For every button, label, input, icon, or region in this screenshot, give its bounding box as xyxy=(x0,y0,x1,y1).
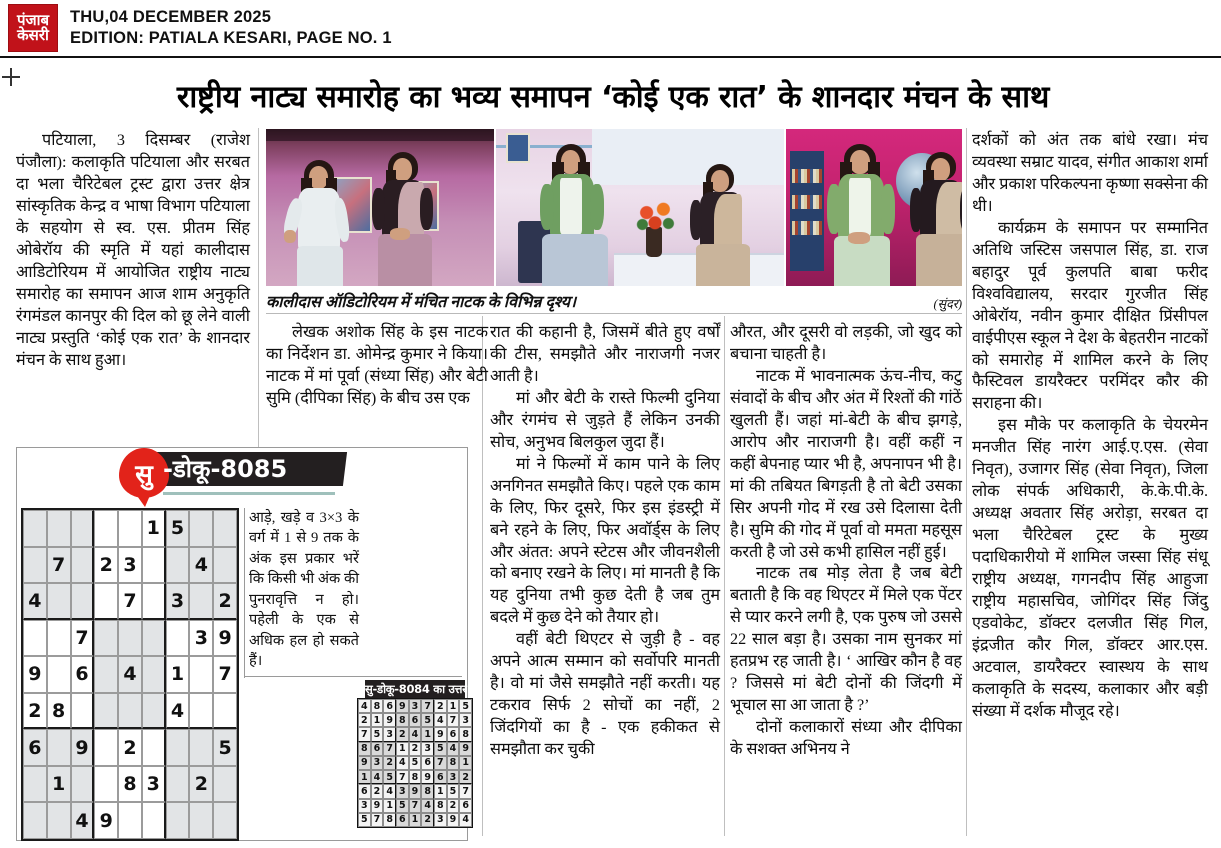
column-divider-4 xyxy=(966,128,967,836)
sudoku-cell-r2c2[interactable]: 7 xyxy=(47,547,71,584)
paragraph: नाटक में भावनात्मक ऊंच-नीच, कटु संवादों के बीच और अंत में रिश्तों की गांठें खुलती हैं। जहां मां-बेटी के बीच झगड़े, आरोप और नाराजगी है। वहीं कहीं न कहीं बेपनाह प्यार भी है, अपनापन भी है। मां की तबियत बिगड़ती है तो बेटी उसका सिर अपनी गोद में रख उसे दिलासा देती है। सुमि की गोद में पूर्वा वो ममता महसूस करती है जो उसे कभी हासिल नहीं हुई। xyxy=(730,366,962,561)
sudoku-inner-divider xyxy=(244,508,245,678)
sudoku-answer-cell-r3c3: 3 xyxy=(383,727,396,741)
paragraph: पटियाला, 3 दिसम्बर (राजेश पंजौला): कलाकृति पटियाला और सरबत दा भला चैरिटेबल ट्रस्ट द्वारा उत्तर क्षेत्र सांस्कृतिक केन्द्र व भाषा विभाग पटियाला के सहयोग से स्व. एस. प्रीतम सिंह ओबेरॉय की स्मृति में यहां कालीदास आडिटोरियम में आयोजित राष्ट्रीय नाट्य समारोह का समापन आज शाम अनुकृति रंगमंडल कानपुर की दिल को छू लेने वाली नाट्य प्रस्तुति ‘कोई एक रात’ के शानदार मंचन के साथ हुआ। xyxy=(16,131,250,369)
paragraph: रात की कहानी है, जिसमें बीते हुए वर्षों की टीस, समझौते और नाराजगी नजर आती है। xyxy=(490,323,720,385)
sudoku-banner xyxy=(101,446,341,488)
sudoku-answer-cell-r6c6: 9 xyxy=(421,770,434,784)
sudoku-answer-cell-r2c1: 2 xyxy=(358,713,371,727)
sudoku-answer-cell-r6c8: 3 xyxy=(447,770,460,784)
sudoku-cell-r4c2[interactable] xyxy=(47,620,71,657)
sudoku-cell-r2c3[interactable] xyxy=(71,547,95,584)
article-photo xyxy=(266,129,962,286)
sudoku-answer-cell-r6c1: 1 xyxy=(358,770,371,784)
paragraph: कार्यक्रम के समापन पर सम्मानित अतिथि जस्टिस जसपाल सिंह, डा. राज बहादुर पूर्व कुलपति बाबा फरीद विश्वविद्यालय, सरदार गुरजीत सिंह ओबेरॉय, नवीन कुमार दीक्षित प्रिंसीपल वाईपीएस स्कूल ने देश के बेहतरीन नाटकों को समारोह में शामिल करने के लिए फैस्टिवल डायरैक्टर परमिंदर कौर की सराहना की। xyxy=(972,218,1208,413)
sudoku-answer-cell-r9c8: 9 xyxy=(447,813,460,827)
paragraph: मां और बेटी के रास्ते फिल्मी दुनिया और रंगमंच से जुड़ते हैं लेकिन उनकी सोच, अनुभव बिलकुल जुदा हैं। xyxy=(490,388,720,451)
sudoku-answer-cell-r2c4: 8 xyxy=(396,713,409,727)
article-column-2 xyxy=(266,322,488,410)
sudoku-answer-cell-r8c5: 7 xyxy=(409,799,422,813)
sudoku-cell-r5c8[interactable] xyxy=(189,656,213,693)
sudoku-cell-r4c3[interactable]: 7 xyxy=(71,620,95,657)
sudoku-cell-r9c3[interactable]: 4 xyxy=(71,802,95,839)
sudoku-cell-r9c6[interactable] xyxy=(142,802,166,839)
sudoku-cell-r3c2[interactable] xyxy=(47,583,71,620)
sudoku-cell-r8c6[interactable]: 3 xyxy=(142,766,166,803)
photo-pane-3 xyxy=(786,129,962,286)
sudoku-answer-cell-r1c2: 8 xyxy=(371,699,384,713)
sudoku-cell-r2c5[interactable]: 3 xyxy=(118,547,142,584)
sudoku-cell-r6c8[interactable] xyxy=(189,693,213,730)
sudoku-answer-cell-r3c8: 6 xyxy=(447,727,460,741)
sudoku-cell-r6c3[interactable] xyxy=(71,693,95,730)
sudoku-answer-cell-r5c2: 3 xyxy=(371,756,384,770)
sudoku-answer-cell-r3c4: 2 xyxy=(396,727,409,741)
sudoku-cell-r1c1[interactable] xyxy=(23,510,47,547)
sudoku-cell-r4c7[interactable] xyxy=(166,620,190,657)
sudoku-answer-cell-r2c2: 1 xyxy=(371,713,384,727)
sudoku-cell-r8c7[interactable] xyxy=(166,766,190,803)
sudoku-cell-r3c5[interactable]: 7 xyxy=(118,583,142,620)
sudoku-answer-cell-r2c3: 9 xyxy=(383,713,396,727)
sudoku-cell-r8c2[interactable]: 1 xyxy=(47,766,71,803)
sudoku-answer-cell-r4c1: 8 xyxy=(358,742,371,756)
sudoku-answer-cell-r5c5: 5 xyxy=(409,756,422,770)
sudoku-cell-r5c2[interactable] xyxy=(47,656,71,693)
sudoku-answer-cell-r1c8: 1 xyxy=(447,699,460,713)
sudoku-cell-r3c4[interactable] xyxy=(94,583,118,620)
sudoku-cell-r7c9[interactable]: 5 xyxy=(213,729,237,766)
paragraph: इस मौके पर कलाकृति के चेयरमेन मनजीत सिंह नारंग आई.ए.एस. (सेवा निवृत), उजागर सिंह (सेवा निवृत), जिला लोक संपर्क अधिकारी, के.के.पी.के. अध्यक्ष अवतार सिंह अरोड़ा, सरबत दा भला चैरिटेबल ट्रस्ट के मुख्य पदाधिकारीयो में शामिल जस्सा सिंह संधू राष्ट्रीय अध्यक्ष, गगनदीप सिंह आहुजा राष्ट्रीय महासचिव, जोगिंदर सिंह जिंदु एडवोकेट, डॉक्टर दलजीत सिंह गिल, इंद्रजीत कौर गिल, डॉक्टर आर.एस. अटवाल, डायरैक्टर स्वास्थय के साथ कलाकृति के सदस्य, कलाकार और बड़ी संख्या में दर्शक मौजूद रहे। xyxy=(972,416,1208,720)
sudoku-answer-cell-r2c9: 3 xyxy=(459,713,472,727)
sudoku-answer-cell-r4c9: 9 xyxy=(459,742,472,756)
sudoku-brand-letter: सु xyxy=(135,460,153,490)
sudoku-cell-r6c1[interactable]: 2 xyxy=(23,693,47,730)
sudoku-answer-cell-r9c3: 8 xyxy=(383,813,396,827)
paragraph: दर्शकों को अंत तक बांधे रखा। मंच व्यवस्था सम्राट यादव, संगीत आकाश शर्मा और प्रकाश परिकल्पना कृष्णा सक्सेना की थी। xyxy=(972,131,1208,215)
paragraph: मां ने फिल्मों में काम पाने के लिए अनगिनत समझौते किए। पहले एक काम के लिए, फिर दूसरे, फिर इस इंडस्ट्री में बने रहने के लिए, फिर अवॉर्ड्स के लिए और अंतत: अपने स्टेटस और जीवनशैली को बनाए रखने के लिए। मां मानती है कि यह दुनिया तभी कुछ देती है जब तुम बदले में कुछ देने को तैयार हो। xyxy=(490,454,720,627)
sudoku-answer-cell-r6c3: 5 xyxy=(383,770,396,784)
sudoku-cell-r5c6[interactable] xyxy=(142,656,166,693)
sudoku-cell-r4c8[interactable]: 3 xyxy=(189,620,213,657)
sudoku-cell-r8c9[interactable] xyxy=(213,766,237,803)
logo-line-1: पंजाब xyxy=(16,11,50,29)
sudoku-answer-cell-r9c4: 6 xyxy=(396,813,409,827)
sudoku-cell-r7c8[interactable] xyxy=(189,729,213,766)
photo-caption xyxy=(266,290,962,312)
sudoku-cell-r1c2[interactable] xyxy=(47,510,71,547)
caption-text: कालीदास ऑडिटोरियम में मंचित नाटक के विभिन्न दृश्य। xyxy=(266,294,577,311)
sudoku-cell-r3c6[interactable] xyxy=(142,583,166,620)
sudoku-answer-cell-r5c1: 9 xyxy=(358,756,371,770)
paragraph: वहीं बेटी थिएटर से जुड़ी है - वह अपने आत्म सम्मान को सर्वोपरि मानती है। वो मां जैसे समझौते नहीं करती। यह टकराव सिर्फ 2 सोचों का नहीं, 2 जिंदगियों का है - एक हकीकत से समझौता कर चुकी xyxy=(490,630,720,759)
masthead-date: THU,04 DECEMBER 2025 xyxy=(70,8,272,27)
sudoku-cell-r3c7[interactable]: 3 xyxy=(166,583,190,620)
sudoku-cell-r6c4[interactable] xyxy=(94,693,118,730)
sudoku-answer-cell-r3c7: 9 xyxy=(434,727,447,741)
sudoku-answer-cell-r6c5: 8 xyxy=(409,770,422,784)
sudoku-answer-cell-r5c3: 2 xyxy=(383,756,396,770)
sudoku-block xyxy=(16,447,468,841)
sudoku-cell-r7c7[interactable] xyxy=(166,729,190,766)
sudoku-cell-r2c7[interactable] xyxy=(166,547,190,584)
sudoku-answer-cell-r4c6: 3 xyxy=(421,742,434,756)
sudoku-answer-cell-r9c2: 7 xyxy=(371,813,384,827)
sudoku-answer-cell-r9c7: 3 xyxy=(434,813,447,827)
sudoku-answer-cell-r1c9: 5 xyxy=(459,699,472,713)
sudoku-answer-cell-r4c2: 6 xyxy=(371,742,384,756)
sudoku-answer-cell-r7c1: 6 xyxy=(358,784,371,798)
sudoku-answer-cell-r1c6: 7 xyxy=(421,699,434,713)
sudoku-cell-r8c5[interactable]: 8 xyxy=(118,766,142,803)
page-headline: राष्ट्रीय नाट्य समारोह का भव्य समापन ‘कोई एक रात’ के शानदार मंचन के साथ xyxy=(176,80,1050,115)
sudoku-answer-cell-r7c9: 7 xyxy=(459,784,472,798)
sudoku-cell-r6c6[interactable] xyxy=(142,693,166,730)
article-column-3 xyxy=(490,322,720,761)
sudoku-answer-cell-r4c5: 2 xyxy=(409,742,422,756)
sudoku-answer-cell-r4c7: 5 xyxy=(434,742,447,756)
sudoku-answer-cell-r7c7: 1 xyxy=(434,784,447,798)
sudoku-answer-cell-r3c5: 4 xyxy=(409,727,422,741)
sudoku-answer-cell-r7c6: 8 xyxy=(421,784,434,798)
sudoku-answer-cell-r5c6: 6 xyxy=(421,756,434,770)
sudoku-answer-grid xyxy=(357,698,473,828)
sudoku-cell-r7c3[interactable]: 9 xyxy=(71,729,95,766)
sudoku-cell-r9c8[interactable] xyxy=(189,802,213,839)
photo-pane-2 xyxy=(496,129,784,286)
sudoku-answer-cell-r2c6: 5 xyxy=(421,713,434,727)
sudoku-cell-r2c4[interactable]: 2 xyxy=(94,547,118,584)
sudoku-cell-r1c3[interactable] xyxy=(71,510,95,547)
sudoku-cell-r4c9[interactable]: 9 xyxy=(213,620,237,657)
sudoku-cell-r7c1[interactable]: 6 xyxy=(23,729,47,766)
sudoku-answer-cell-r9c5: 1 xyxy=(409,813,422,827)
sudoku-answer-cell-r8c7: 8 xyxy=(434,799,447,813)
sudoku-cell-r8c1[interactable] xyxy=(23,766,47,803)
sudoku-cell-r6c2[interactable]: 8 xyxy=(47,693,71,730)
article-column-1 xyxy=(16,130,250,371)
sudoku-answer-cell-r1c4: 9 xyxy=(396,699,409,713)
sudoku-cell-r8c4[interactable] xyxy=(94,766,118,803)
sudoku-cell-r5c4[interactable] xyxy=(94,656,118,693)
sudoku-answer-cell-r8c4: 5 xyxy=(396,799,409,813)
sudoku-cell-r9c7[interactable] xyxy=(166,802,190,839)
caption-rule xyxy=(266,313,962,314)
sudoku-answer-cell-r5c9: 1 xyxy=(459,756,472,770)
sudoku-answer-cell-r8c8: 2 xyxy=(447,799,460,813)
sudoku-answer-cell-r7c4: 3 xyxy=(396,784,409,798)
sudoku-cell-r5c9[interactable]: 7 xyxy=(213,656,237,693)
masthead xyxy=(0,0,1221,58)
sudoku-answer-cell-r6c7: 6 xyxy=(434,770,447,784)
sudoku-cell-r3c3[interactable] xyxy=(71,583,95,620)
sudoku-cell-r2c8[interactable]: 4 xyxy=(189,547,213,584)
sudoku-answer-cell-r2c5: 6 xyxy=(409,713,422,727)
sudoku-cell-r2c9[interactable] xyxy=(213,547,237,584)
sudoku-answer-cell-r5c4: 4 xyxy=(396,756,409,770)
sudoku-cell-r9c4[interactable]: 9 xyxy=(94,802,118,839)
sudoku-title: -डोकू-8085 xyxy=(163,455,288,483)
sudoku-cell-r1c6[interactable]: 1 xyxy=(142,510,166,547)
sudoku-cell-r4c1[interactable] xyxy=(23,620,47,657)
sudoku-cell-r3c8[interactable] xyxy=(189,583,213,620)
sudoku-answer-cell-r6c9: 2 xyxy=(459,770,472,784)
sudoku-cell-r4c4[interactable] xyxy=(94,620,118,657)
sudoku-cell-r7c6[interactable] xyxy=(142,729,166,766)
sudoku-cell-r7c5[interactable]: 2 xyxy=(118,729,142,766)
paragraph: नाटक तब मोड़ लेता है जब बेटी बताती है कि वह थिएटर में मिले एक पेंटर से प्यार करने लगी है, एक पुरुष जो उससे 22 साल बड़ा है। उसका नाम सुनकर मां हतप्रभ रह जाती है। ‘ आखिर कौन है वह ? जिससे मां बेटी दोनों की जिंदगी में भूचाल सा आ जाता है ?’ xyxy=(730,564,962,715)
column-divider-3 xyxy=(724,316,725,836)
sudoku-cell-r4c5[interactable] xyxy=(118,620,142,657)
sudoku-answer-cell-r8c6: 4 xyxy=(421,799,434,813)
article-column-4 xyxy=(730,322,962,761)
sudoku-cell-r9c5[interactable] xyxy=(118,802,142,839)
sudoku-cell-r3c1[interactable]: 4 xyxy=(23,583,47,620)
sudoku-cell-r6c5[interactable] xyxy=(118,693,142,730)
sudoku-answer-cell-r4c8: 4 xyxy=(447,742,460,756)
sudoku-instructions: आड़े, खड़े व 3×3 के वर्ग में 1 से 9 तक के अंक इस प्रकार भरें कि किसी भी अंक की पुनरावृत्ति न हो। पहेली के एक से अधिक हल हो सकते हैं। xyxy=(249,510,359,669)
sudoku-answer-cell-r9c6: 2 xyxy=(421,813,434,827)
masthead-edition: EDITION: PATIALA KESARI, PAGE NO. 1 xyxy=(70,29,392,47)
sudoku-cell-r6c9[interactable] xyxy=(213,693,237,730)
sudoku-cell-r9c2[interactable] xyxy=(47,802,71,839)
sudoku-cell-r6c7[interactable]: 4 xyxy=(166,693,190,730)
sudoku-cell-r1c9[interactable] xyxy=(213,510,237,547)
sudoku-answer-cell-r7c2: 2 xyxy=(371,784,384,798)
sudoku-answer-cell-r1c3: 6 xyxy=(383,699,396,713)
sudoku-answer-cell-r9c9: 4 xyxy=(459,813,472,827)
sudoku-answer-cell-r7c8: 5 xyxy=(447,784,460,798)
sudoku-answer-cell-r3c9: 8 xyxy=(459,727,472,741)
sudoku-cell-r3c9[interactable]: 2 xyxy=(213,583,237,620)
sudoku-cell-r4c6[interactable] xyxy=(142,620,166,657)
sudoku-grid[interactable] xyxy=(21,508,239,841)
sudoku-answer-cell-r2c7: 4 xyxy=(434,713,447,727)
sudoku-answer-cell-r8c2: 9 xyxy=(371,799,384,813)
sudoku-brand-bubble xyxy=(119,448,169,498)
sudoku-answer-cell-r7c3: 4 xyxy=(383,784,396,798)
sudoku-cell-r8c3[interactable] xyxy=(71,766,95,803)
sudoku-answer-cell-r4c3: 7 xyxy=(383,742,396,756)
sudoku-title-underline xyxy=(163,492,335,495)
punjab-kesari-logo xyxy=(8,4,58,52)
sudoku-answer-cell-r7c5: 9 xyxy=(409,784,422,798)
sudoku-answer-cell-r1c7: 2 xyxy=(434,699,447,713)
sudoku-answer-cell-r5c8: 8 xyxy=(447,756,460,770)
sudoku-cell-r9c9[interactable] xyxy=(213,802,237,839)
paragraph: दोनों कलाकारों संध्या और दीपिका के सशक्त अभिनय ने xyxy=(730,718,962,759)
sudoku-cell-r1c8[interactable] xyxy=(189,510,213,547)
sudoku-answer-block xyxy=(361,680,469,828)
sudoku-answer-cell-r4c4: 1 xyxy=(396,742,409,756)
sudoku-cell-r2c6[interactable] xyxy=(142,547,166,584)
logo-line-2: केसरी xyxy=(17,26,49,44)
photo-pane-1 xyxy=(266,129,494,286)
paragraph: औरत, और दूसरी वो लड़की, जो खुद को बचाना चाहती है। xyxy=(730,323,962,363)
sudoku-answer-cell-r3c2: 5 xyxy=(371,727,384,741)
paragraph: लेखक अशोक सिंह के इस नाटक का निर्देशन डा. ओमेन्द्र कुमार ने किया। नाटक में मां पूर्वा (संध्या सिंह) और बेटी सुमि (दीपिका सिंह) के बीच उस एक xyxy=(266,323,488,407)
sudoku-cell-r1c7[interactable]: 5 xyxy=(166,510,190,547)
sudoku-answer-cell-r8c1: 3 xyxy=(358,799,371,813)
sudoku-cell-r1c4[interactable] xyxy=(94,510,118,547)
article-column-5 xyxy=(972,130,1208,723)
sudoku-cell-r5c3[interactable]: 6 xyxy=(71,656,95,693)
sudoku-answer-title: सु-डोकू-8084 का उत्तर xyxy=(365,682,467,696)
sudoku-answer-cell-r9c1: 5 xyxy=(358,813,371,827)
masthead-text xyxy=(70,7,392,48)
sudoku-answer-cell-r3c6: 1 xyxy=(421,727,434,741)
sudoku-cell-r8c8[interactable]: 2 xyxy=(189,766,213,803)
sudoku-cell-r5c7[interactable]: 1 xyxy=(166,656,190,693)
sudoku-answer-cell-r8c9: 6 xyxy=(459,799,472,813)
sudoku-answer-cell-r2c8: 7 xyxy=(447,713,460,727)
sudoku-cell-r7c4[interactable] xyxy=(94,729,118,766)
sudoku-cell-r9c1[interactable] xyxy=(23,802,47,839)
sudoku-cell-r7c2[interactable] xyxy=(47,729,71,766)
sudoku-answer-cell-r1c1: 4 xyxy=(358,699,371,713)
sudoku-answer-cell-r6c2: 4 xyxy=(371,770,384,784)
sudoku-answer-cell-r8c3: 1 xyxy=(383,799,396,813)
sudoku-answer-cell-r3c1: 7 xyxy=(358,727,371,741)
sudoku-cell-r5c5[interactable]: 4 xyxy=(118,656,142,693)
sudoku-inner-divider-h xyxy=(244,676,462,677)
sudoku-answer-cell-r6c4: 7 xyxy=(396,770,409,784)
sudoku-cell-r1c5[interactable] xyxy=(118,510,142,547)
sudoku-cell-r2c1[interactable] xyxy=(23,547,47,584)
photo-credit: (सुंदर) xyxy=(933,297,962,311)
sudoku-answer-cell-r1c5: 3 xyxy=(409,699,422,713)
sudoku-cell-r5c1[interactable]: 9 xyxy=(23,656,47,693)
sudoku-answer-cell-r5c7: 7 xyxy=(434,756,447,770)
